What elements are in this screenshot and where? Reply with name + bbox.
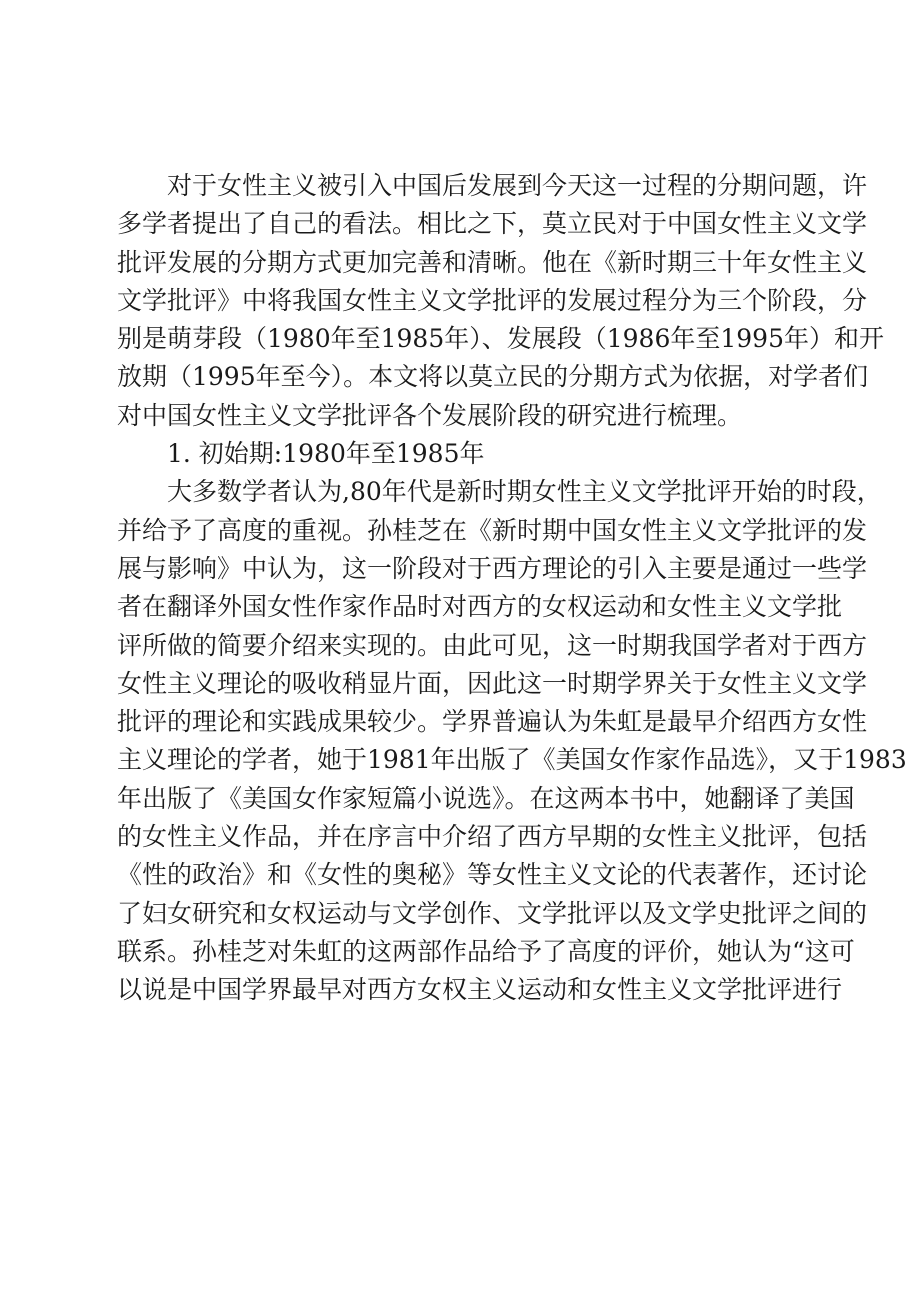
text-line: 批评发展的分期方式更加完善和清晰。他在《新时期三十年女性主义 [117,247,868,277]
text-line: 联系。孙桂芝对朱虹的这两部作品给予了高度的评价，她认为“这可 [117,936,855,966]
text-line: 展与影响》中认为，这一阶段对于西方理论的引入主要是通过一些学 [117,553,868,583]
text-line: 大多数学者认为,80年代是新时期女性主义文学批评开始的时段， [167,477,882,507]
text-line: 批评的理论和实践成果较少。学界普遍认为朱虹是最早介绍西方女性 [117,707,868,737]
text-line: 文学批评》中将我国女性主义文学批评的发展过程分为三个阶段，分 [117,285,868,315]
text-line: 《性的政治》和《女性的奥秘》等女性主义文论的代表著作，还讨论 [117,860,868,890]
text-line: 主义理论的学者，她于1981年出版了《美国女作家作品选》，又于1983 [117,745,907,775]
paragraph-2 [117,473,907,1009]
section-heading: 1. 初始期:1980年至1985年 [167,439,485,469]
text-line: 了妇女研究和女权运动与文学创作、文学批评以及文学史批评之间的 [117,898,868,928]
text-line: 的女性主义作品，并在序言中介绍了西方早期的女性主义批评，包括 [117,822,868,852]
text-line: 者在翻译外国女性作家作品时对西方的女权运动和女性主义文学批 [117,592,843,622]
text-line: 多学者提出了自己的看法。相比之下，莫立民对于中国女性主义文学 [117,209,868,239]
paragraph-1 [117,167,884,435]
text-line: 并给予了高度的重视。孙桂芝在《新时期中国女性主义文学批评的发 [117,515,868,545]
text-line: 年出版了《美国女作家短篇小说选》。在这两本书中，她翻译了美国 [117,783,855,813]
text-line: 以说是中国学界最早对西方女权主义运动和女性主义文学批评进行 [117,975,843,1005]
text-line: 对于女性主义被引入中国后发展到今天这一过程的分期问题，许 [167,171,868,200]
text-line: 放期（1995年至今）。本文将以莫立民的分期方式为依据，对学者们 [117,362,869,392]
body-text [117,167,907,1010]
text-line: 女性主义理论的吸收稍显片面，因此这一时期学界关于女性主义文学 [117,668,868,698]
text-line: 别是萌芽段（1980年至1985年）、发展段（1986年至1995年）和开 [117,324,884,354]
text-line: 对中国女性主义文学批评各个发展阶段的研究进行梳理。 [117,400,743,430]
text-line: 评所做的简要介绍来实现的。由此可见，这一时期我国学者对于西方 [117,630,868,660]
